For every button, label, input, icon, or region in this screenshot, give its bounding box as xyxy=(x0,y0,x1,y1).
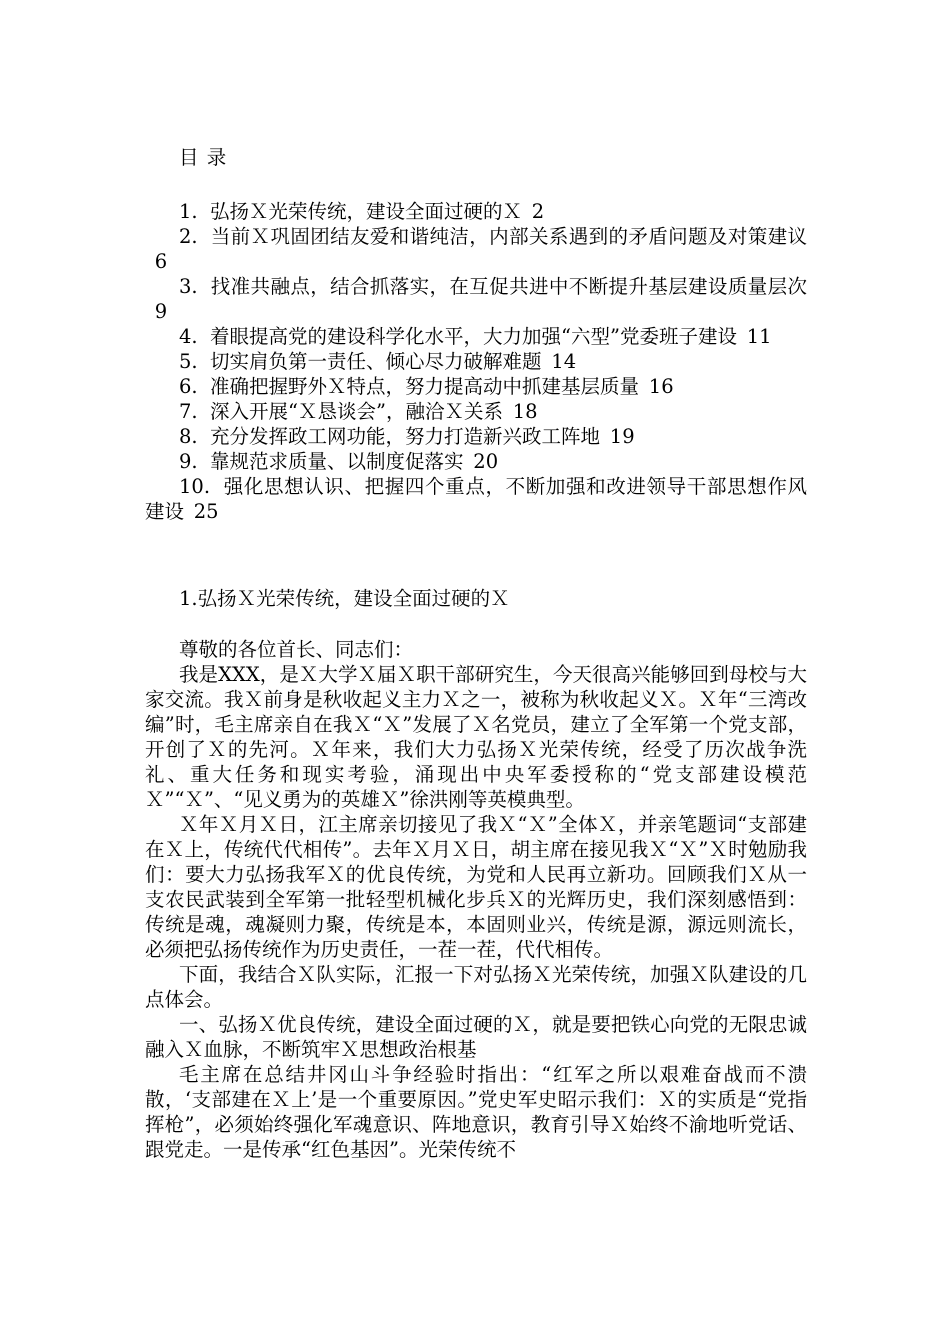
section-body xyxy=(145,637,807,1162)
toc-item xyxy=(145,474,807,524)
toc-item-page: 6 xyxy=(154,250,168,273)
toc-item xyxy=(145,399,807,424)
toc-item-title: 当前Ｘ巩固团结友爱和谐纯洁，内部关系遇到的矛盾问题及对策建议 xyxy=(210,225,807,248)
toc-list xyxy=(145,199,807,524)
toc-item-title: 强化思想认识、把握四个重点，不断加强和改进领导干部思想作风建设 xyxy=(145,475,807,523)
toc-item-page: 14 xyxy=(551,350,577,373)
toc-item-number: 2. xyxy=(179,225,198,248)
toc-item-title: 靠规范求质量、以制度促落实 xyxy=(210,450,464,473)
toc-title: 目 录 xyxy=(179,146,228,169)
toc-item-number: 5. xyxy=(179,350,198,373)
toc-item xyxy=(145,449,807,474)
toc-item-number: 7. xyxy=(179,400,198,423)
toc-item-title: 充分发挥政工网功能，努力打造新兴政工阵地 xyxy=(210,425,601,448)
toc-item-title: 深入开展“Ｘ恳谈会”，融洽Ｘ关系 xyxy=(210,400,503,423)
toc-item-number: 4. xyxy=(179,325,198,348)
toc-item-page: 19 xyxy=(609,425,635,448)
toc-item xyxy=(145,324,807,349)
toc-item-number: 3. xyxy=(179,275,198,298)
body-paragraph: 下面，我结合Ｘ队实际，汇报一下对弘扬Ｘ光荣传统，加强Ｘ队建设的几点体会。 xyxy=(145,963,807,1011)
toc-item-page: 25 xyxy=(193,500,219,523)
toc-item-number: 9. xyxy=(179,450,198,473)
toc-item xyxy=(145,274,807,324)
toc-item xyxy=(145,224,807,274)
body-paragraph: Ｘ年Ｘ月Ｘ日，江主席亲切接见了我Ｘ“Ｘ”全体Ｘ，并亲笔题词“支部建在Ｘ上，传统代代相传”。去年Ｘ月Ｘ日，胡主席在接见我Ｘ“Ｘ”Ｘ时勉励我们：要大力弘扬我军Ｘ的优良传统，为党和人民再立新功。回顾我们Ｘ从一支农民武装到全军第一批轻型机械化步兵Ｘ的光辉历史，我们深刻感悟到：传统是魂，魂凝则力聚，传统是本，本固则业兴，传统是源，源远则流长，必须把弘扬传统作为历史责任，一茬一茬，代代相传。 xyxy=(145,813,807,961)
section-title: 1.弘扬Ｘ光荣传统，建设全面过硬的Ｘ xyxy=(179,587,510,610)
toc-item-number: 1. xyxy=(179,200,198,223)
body-paragraph: 一、弘扬Ｘ优良传统，建设全面过硬的Ｘ，就是要把铁心向党的无限忠诚融入Ｘ血脉，不断筑牢Ｘ思想政治根基 xyxy=(145,1013,807,1061)
toc-item-number: 10. xyxy=(179,475,211,498)
toc-item-title: 着眼提高党的建设科学化水平，大力加强“六型”党委班子建设 xyxy=(210,325,737,348)
toc-item-title: 准确把握野外Ｘ特点，努力提高动中抓建基层质量 xyxy=(210,375,640,398)
toc-item-title: 切实肩负第一责任、倾心尽力破解难题 xyxy=(210,350,542,373)
body-paragraph: 我是XXX，是Ｘ大学Ｘ届Ｘ职干部研究生，今天很高兴能够回到母校与大家交流。我Ｘ前身是秋收起义主力Ｘ之一，被称为秋收起义Ｘ。Ｘ年“三湾改编”时，毛主席亲自在我Ｘ“Ｘ”发展了Ｘ名党员，建立了全军第一个党支部，开创了Ｘ的先河。Ｘ年来，我们大力弘扬Ｘ光荣传统，经受了历次战争洗礼、重大任务和现实考验，涌现出中央军委授称的“党支部建设模范Ｘ”“Ｘ”、“见义勇为的英雄Ｘ”徐洪刚等英模典型。 xyxy=(145,663,807,811)
toc-item-page: 2 xyxy=(531,200,545,223)
toc-item xyxy=(145,349,807,374)
toc-item-number: 8. xyxy=(179,425,198,448)
body-paragraph: 毛主席在总结井冈山斗争经验时指出：“红军之所以艰难奋战而不溃散，‘支部建在Ｘ上’是一个重要原因。”党史军史昭示我们：Ｘ的实质是“党指挥枪”，必须始终强化军魂意识、阵地意识，教育引导Ｘ始终不渝地听党话、跟党走。一是传承“红色基因”。光荣传统不 xyxy=(145,1063,807,1161)
toc-item-title: 找准共融点，结合抓落实，在互促共进中不断提升基层建设质量层次 xyxy=(210,275,807,298)
toc-item-number: 6. xyxy=(179,375,198,398)
toc-item-page: 11 xyxy=(746,325,772,348)
salutation: 尊敬的各位首长、同志们： xyxy=(179,638,414,661)
toc-item xyxy=(145,199,807,224)
toc-item-title: 弘扬Ｘ光荣传统，建设全面过硬的Ｘ xyxy=(210,200,523,223)
toc-item-page: 9 xyxy=(154,300,168,323)
toc-item xyxy=(145,374,807,399)
toc-item-page: 16 xyxy=(648,375,674,398)
toc-item-page: 20 xyxy=(473,450,499,473)
toc-item-page: 18 xyxy=(512,400,538,423)
toc-item xyxy=(145,424,807,449)
document-body xyxy=(145,145,807,1162)
